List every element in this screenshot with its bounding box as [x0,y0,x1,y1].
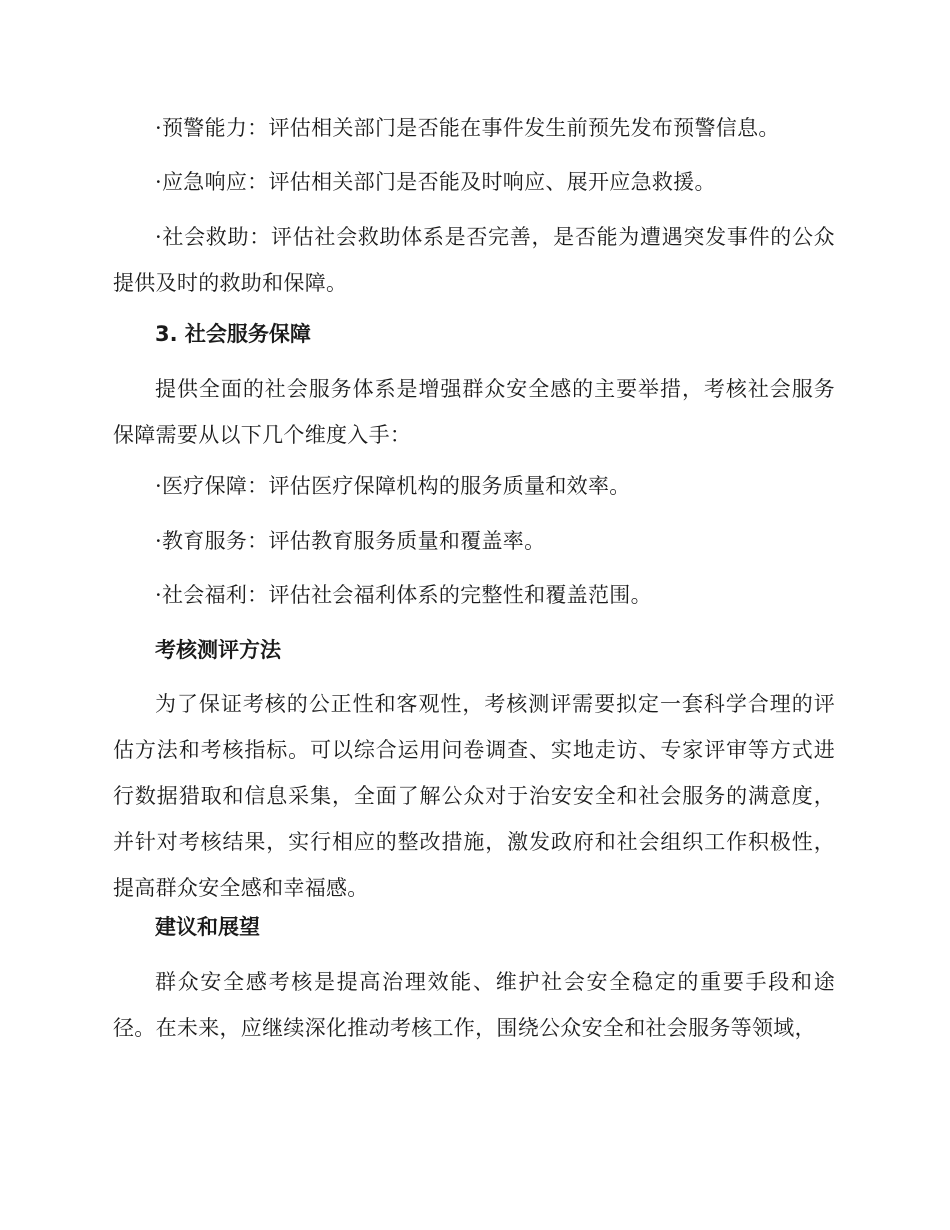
bullet-text: 评估医疗保障机构的服务质量和效率。 [268,474,631,498]
section-heading-method: 考核测评方法 [155,638,281,662]
method-paragraph: 为了保证考核的公正性和客观性，考核测评需要拟定一套科学合理的评估方法和考核指标。可以综合运用问卷调查、实地走访、专家评审等方式进行数据猎取和信息采集，全面了解公众对于治安安全和社会服务的满意度，并针对考核结果，实行相应的整改措施，激发政府和社会组织工作积极性，提高群众安全感和幸福感。 [113,692,835,900]
bullet-text: 评估社会福利体系的完整性和覆盖范围。 [268,583,652,607]
bullet-welfare [113,572,835,618]
section-intro-paragraph: 提供全面的社会服务体系是增强群众安全感的主要举措，考核社会服务保障需要从以下几个维度入手： [113,377,835,447]
bullet-text: 评估社会救助体系是否完善，是否能为遭遇突发事件的公众提供及时的救助和保障。 [113,225,835,295]
bullet-early-warning [113,105,835,151]
outlook-paragraph: 群众安全感考核是提高治理效能、维护社会安全稳定的重要手段和途径。在未来，应继续深化推动考核工作，围绕公众安全和社会服务等领域， [113,970,835,1040]
bullet-text: 评估相关部门是否能在事件发生前预先发布预警信息。 [268,116,780,140]
bullet-education [113,518,835,564]
bullet-medical [113,463,835,509]
bullet-text: 评估教育服务质量和覆盖率。 [268,529,546,553]
bullet-text: 评估相关部门是否能及时响应、展开应急救援。 [268,170,716,194]
section-heading-social-service: 3. 社会服务保障 [155,322,311,346]
bullet-label: ·教育服务： [155,529,269,553]
bullet-label: ·应急响应： [155,170,269,194]
bullet-label: ·预警能力： [155,116,269,140]
bullet-label: ·医疗保障： [155,474,269,498]
bullet-social-relief [113,214,835,306]
bullet-label: ·社会救助： [155,225,271,249]
section-heading-outlook: 建议和展望 [155,915,260,939]
bullet-label: ·社会福利： [155,583,269,607]
bullet-emergency-response [113,159,835,205]
